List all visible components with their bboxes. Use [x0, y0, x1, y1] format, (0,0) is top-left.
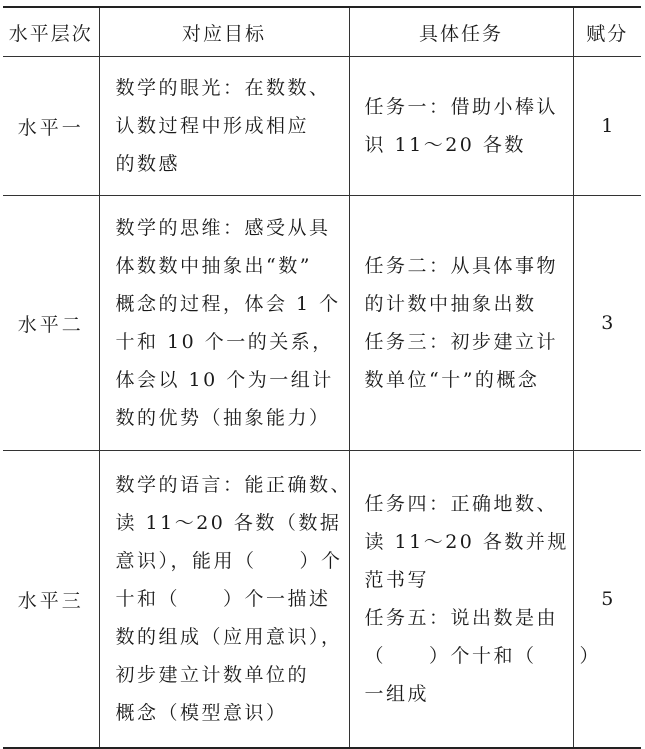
- task-cell: [349, 57, 573, 196]
- goal-line: 十和 10 个一的关系，: [115, 331, 334, 353]
- task-line: 任务四：正确地数、: [364, 493, 559, 515]
- task-line: 任务二：从具体事物: [364, 255, 559, 277]
- table-header: [3, 7, 641, 57]
- header-goal: 对应目标: [99, 7, 349, 57]
- task-line: 任务五：说出数是由: [364, 607, 559, 629]
- table-row: [3, 57, 641, 196]
- table-row: [3, 451, 641, 749]
- task-line: 的计数中抽象出数: [364, 293, 537, 315]
- level-cell: 水平三: [3, 451, 99, 749]
- goal-line: 认数过程中形成相应: [115, 115, 310, 137]
- score-cell: 5: [573, 451, 641, 749]
- goal-line: 读 11～20 各数（数据: [115, 512, 342, 534]
- goal-line: 数学的思维：感受从具: [115, 217, 331, 239]
- score-cell: 3: [573, 196, 641, 451]
- goal-line: 概念（模型意识）: [115, 702, 288, 724]
- goal-line: 数学的语言：能正确数、: [115, 474, 353, 496]
- task-line: 任务三：初步建立计: [364, 331, 559, 353]
- goal-line: 意识），能用（ ）个: [115, 550, 343, 572]
- header-score: 赋分: [573, 7, 641, 57]
- goal-line: 数的组成（应用意识），: [115, 626, 343, 648]
- task-line: 读 11～20 各数并规: [364, 531, 569, 553]
- goal-line: 数的优势（抽象能力）: [115, 407, 331, 429]
- task-cell: [349, 451, 602, 749]
- goal-line: 体会以 10 个为一组计: [115, 369, 334, 391]
- goal-line: 十和（ ）个一描述: [115, 588, 331, 610]
- goal-cell: [99, 57, 349, 196]
- task-line: 任务一：借助小棒认: [364, 96, 559, 118]
- task-line: 范书写: [364, 569, 430, 591]
- goal-cell: [99, 451, 353, 749]
- header-level: 水平层次: [3, 7, 99, 57]
- task-cell: [349, 196, 573, 451]
- goal-line: 概念的过程，体会 1 个: [115, 293, 341, 315]
- header-row: [3, 7, 641, 57]
- level-cell: 水平二: [3, 196, 99, 451]
- goal-line: 体数数中抽象出“数”: [115, 255, 312, 277]
- score-cell: 1: [573, 57, 641, 196]
- task-line: 一组成: [364, 683, 430, 705]
- goal-cell: [99, 196, 349, 451]
- level-cell: 水平一: [3, 57, 99, 196]
- task-line: （ ）个十和（ ）: [364, 645, 602, 667]
- goal-line: 初步建立计数单位的: [115, 664, 310, 686]
- goal-line: 数学的眼光：在数数、: [115, 77, 331, 99]
- header-task: 具体任务: [349, 7, 573, 57]
- task-line: 识 11～20 各数: [364, 134, 526, 156]
- task-line: 数单位“十”的概念: [364, 369, 540, 391]
- table-body: [3, 57, 641, 749]
- evaluation-table: [3, 6, 641, 749]
- goal-line: 的数感: [115, 153, 181, 175]
- table-row: [3, 196, 641, 451]
